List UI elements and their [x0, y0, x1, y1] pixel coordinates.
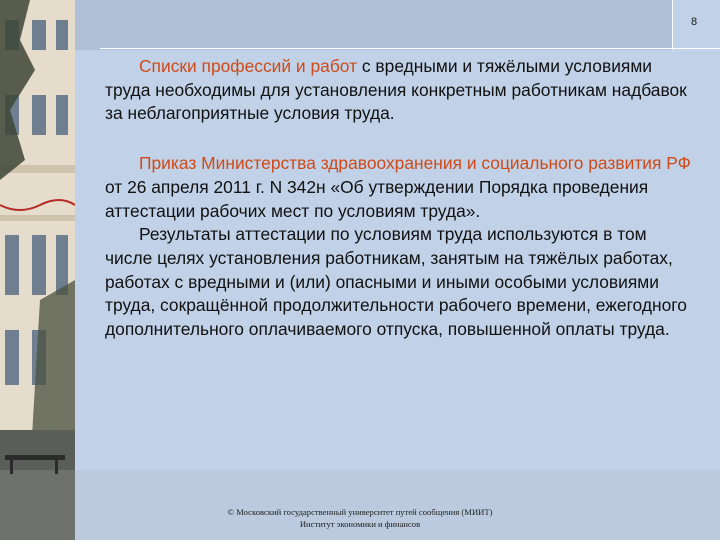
slide-header-bar: [75, 0, 672, 50]
header-divider-vertical: [672, 0, 673, 50]
paragraph-ministry-order: [105, 152, 695, 223]
header-divider-horizontal: [100, 48, 720, 49]
paragraph-attestation-results: [105, 223, 695, 342]
paragraph-text: от 26 апреля 2011 г. N 342н «Об утверждении Порядка проведения аттестации рабочих мест по условиям труда».: [105, 176, 649, 221]
paragraph-text: с вредными и тяжёлыми условиями труда необходимы для установления конкретным работникам надбавок за неблагоприятные условия труда.: [105, 56, 687, 124]
footer-institute: Институт экономики и финансов: [299, 519, 421, 529]
paragraph-text: Результаты аттестации по условиям труда используются в том числе целях установления работникам, занятым на тяжёлых работах, работах с вредными и (или) опасными и иными особыми условиями труда, сокращённой продолжительности рабочего времени, ежегодного дополнительного оплачиваемого отпуска, повышенной оплаты труда.: [105, 224, 687, 340]
highlight-ministry-order: Приказ Министерства здравоохранения и социального развития РФ: [139, 153, 691, 174]
slide-body: [105, 55, 695, 342]
slide-footer: [150, 506, 570, 530]
page-number: 8: [690, 16, 698, 28]
footer-university: © Московский государственный университет путей сообщения (МИИТ): [227, 507, 493, 517]
paragraph-professions-list: [105, 55, 695, 126]
highlight-professions-list: Списки профессий и работ: [139, 56, 358, 76]
